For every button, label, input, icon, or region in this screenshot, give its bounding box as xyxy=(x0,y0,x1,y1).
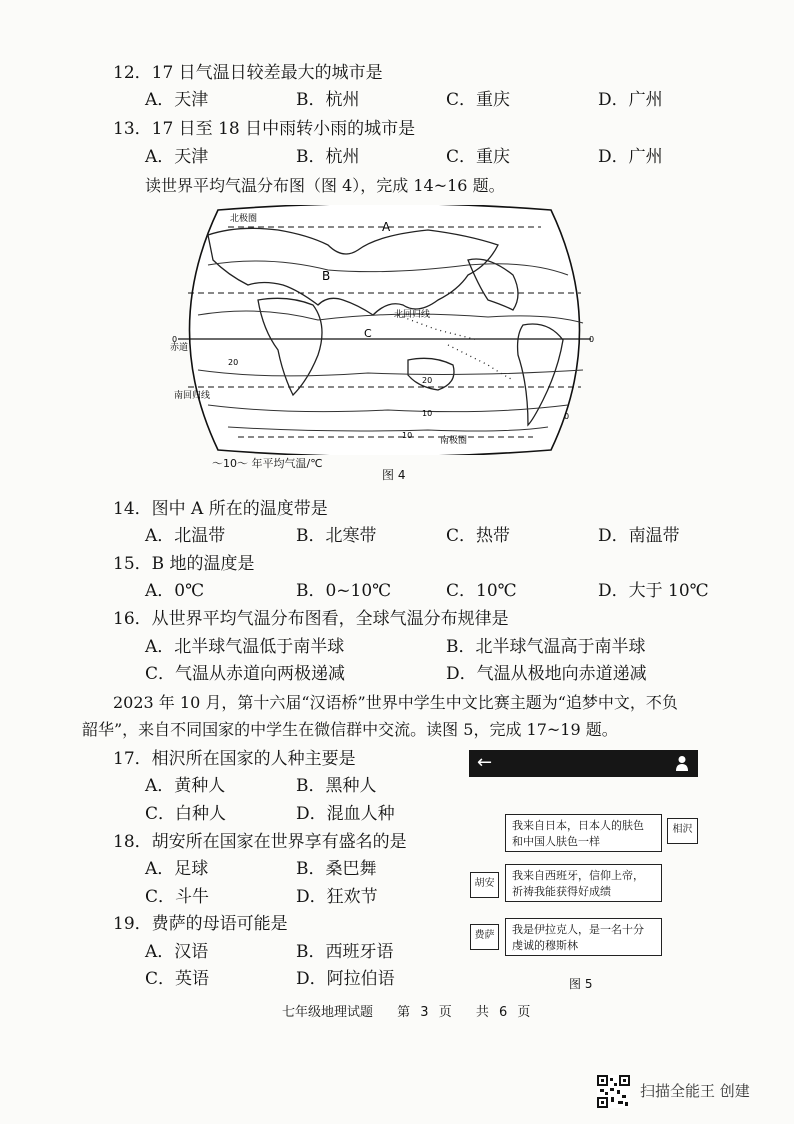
user-icon[interactable] xyxy=(676,755,688,771)
q17-option-d: D．混血人种 xyxy=(296,804,395,824)
chat-message-1 xyxy=(505,814,662,852)
q15-option-c: C．10℃ xyxy=(446,581,517,601)
q12-option-b: B．杭州 xyxy=(296,90,360,110)
q16-option-b: B．北半球气温高于南半球 xyxy=(446,637,646,657)
q17-option-c: C．白种人 xyxy=(145,804,227,824)
label-isotherm-20-east: 20 xyxy=(422,376,433,385)
chat-sender-2: 胡安 xyxy=(470,872,499,898)
intro-figure-4: 读世界平均气温分布图（图 4），完成 14~16 题。 xyxy=(145,176,505,195)
q13-option-c: C．重庆 xyxy=(446,147,511,167)
q13-option-a: A．天津 xyxy=(145,147,209,167)
back-arrow-icon[interactable]: ← xyxy=(477,752,493,773)
label-isotherm-0-left: 0 xyxy=(172,335,178,344)
chat-header-bar xyxy=(469,750,698,777)
chat-message-3-line-1: 我是伊拉克人，是一名十分 xyxy=(512,923,644,936)
footer-course: 七年级地理试题 xyxy=(282,1005,374,1020)
chat-message-3 xyxy=(505,918,662,956)
q19-option-a: A．汉语 xyxy=(145,942,209,962)
question-16-stem: 16．从世界平均气温分布图看，全球气温分布规律是 xyxy=(113,609,509,629)
map-legend: 〜10〜 年平均气温/℃ xyxy=(212,457,323,470)
q19-option-c: C．英语 xyxy=(145,969,210,989)
chat-message-2 xyxy=(505,864,662,902)
figure-5-caption: 图 5 xyxy=(569,977,593,991)
chat-message-2-line-2: 祈祷我能获得好成绩 xyxy=(512,885,611,898)
footer-total: 共 6 页 xyxy=(475,1005,531,1020)
q12-option-d: D．广州 xyxy=(598,90,663,110)
question-15-stem: 15．B 地的温度是 xyxy=(113,554,255,574)
footer-page: 第 3 页 xyxy=(397,1005,452,1020)
q19-option-b: B．西班牙语 xyxy=(296,942,394,962)
q14-option-a: A．北温带 xyxy=(145,526,226,546)
question-14-stem: 14．图中 A 所在的温度带是 xyxy=(113,499,328,519)
question-12-stem: 12．17 日气温日较差最大的城市是 xyxy=(113,63,383,83)
label-equator: 赤道 xyxy=(170,343,189,353)
label-arctic-circle: 北极圈 xyxy=(230,214,258,224)
chat-message-2-line-1: 我来自西班牙，信仰上帝， xyxy=(512,869,644,882)
chat-sender-1: 相沢 xyxy=(667,818,698,844)
question-13-stem: 13．17 日至 18 日中雨转小雨的城市是 xyxy=(113,119,416,139)
q14-option-d: D．南温带 xyxy=(598,526,680,546)
q12-option-a: A．天津 xyxy=(145,90,209,110)
label-tropic-south: 南回归线 xyxy=(174,391,211,401)
label-antarctic-circle: 南极圈 xyxy=(440,436,468,446)
scanner-watermark: 扫描全能王 创建 xyxy=(640,1082,750,1100)
question-18-stem: 18．胡安所在国家在世界享有盛名的是 xyxy=(113,832,407,852)
label-point-a: A xyxy=(382,220,391,234)
label-isotherm-0-south: 0 xyxy=(564,412,570,421)
world-temperature-map xyxy=(168,205,601,455)
label-tropic-north: 北回归线 xyxy=(394,310,431,320)
q17-option-b: B．黑种人 xyxy=(296,776,377,796)
label-isotherm-10: 10 xyxy=(422,409,433,418)
question-19-stem: 19．费萨的母语可能是 xyxy=(113,914,288,934)
q15-option-b: B．0~10℃ xyxy=(296,581,392,601)
q12-option-c: C．重庆 xyxy=(446,90,511,110)
q14-option-b: B．北寒带 xyxy=(296,526,377,546)
q18-option-b: B．桑巴舞 xyxy=(296,859,377,879)
qr-code-icon xyxy=(597,1075,630,1108)
chat-sender-3: 费萨 xyxy=(470,924,499,950)
label-isotherm-0-right: 0 xyxy=(589,335,595,344)
question-17-stem: 17．相沢所在国家的人种主要是 xyxy=(113,749,356,769)
label-isotherm-10b: 10 xyxy=(402,431,413,440)
q19-option-d: D．阿拉伯语 xyxy=(296,969,395,989)
q14-option-c: C．热带 xyxy=(446,526,511,546)
q18-option-a: A．足球 xyxy=(145,859,209,879)
intro-figure-5-line-1: 2023 年 10 月，第十六届“汉语桥”世界中学生中文比赛主题为“追梦中文，不负 xyxy=(113,693,678,712)
q17-option-a: A．黄种人 xyxy=(145,776,226,796)
chat-message-1-line-2: 和中国人肤色一样 xyxy=(512,835,600,848)
q16-option-c: C．气温从赤道向两极递减 xyxy=(145,664,346,684)
chat-message-1-line-1: 我来自日本，日本人的肤色 xyxy=(512,819,644,832)
chat-message-3-line-2: 虔诚的穆斯林 xyxy=(512,939,578,952)
q15-option-a: A．0℃ xyxy=(145,581,205,601)
q16-option-d: D．气温从极地向赤道递减 xyxy=(446,664,647,684)
label-point-b: B xyxy=(322,269,331,283)
intro-figure-5-line-2: 韶华”，来自不同国家的中学生在微信群中交流。读图 5，完成 17~19 题。 xyxy=(82,720,618,739)
label-isotherm-20-west: 20 xyxy=(228,358,239,367)
label-point-c: C xyxy=(364,327,372,340)
q18-option-c: C．斗牛 xyxy=(145,887,210,907)
q13-option-b: B．杭州 xyxy=(296,147,360,167)
q18-option-d: D．狂欢节 xyxy=(296,887,378,907)
figure-4-caption: 图 4 xyxy=(382,468,406,482)
q15-option-d: D．大于 10℃ xyxy=(598,581,709,601)
page-footer xyxy=(282,1001,530,1020)
q16-option-a: A．北半球气温低于南半球 xyxy=(145,637,345,657)
q13-option-d: D．广州 xyxy=(598,147,663,167)
